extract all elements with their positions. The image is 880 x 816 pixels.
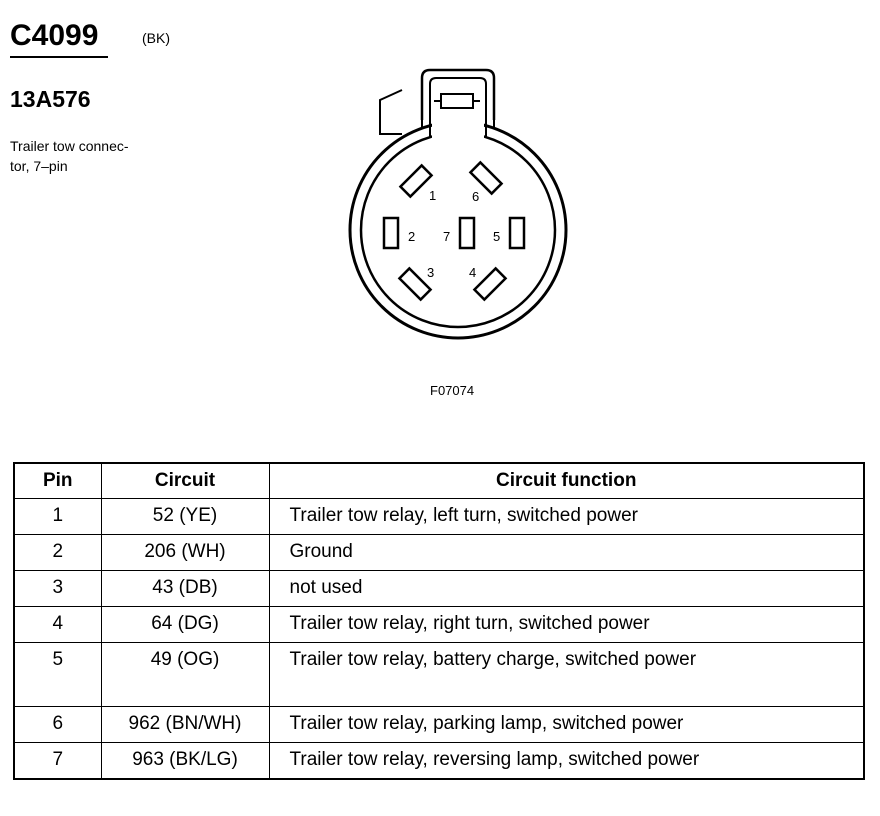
pin-socket-5 (510, 218, 524, 248)
cell-circuit: 962 (BN/WH) (101, 707, 269, 743)
latch-key (441, 94, 473, 108)
connector-diagram (340, 60, 580, 360)
connector-description (10, 136, 160, 176)
pin-table (13, 462, 865, 780)
connector-id: C4099 (10, 18, 108, 58)
table-row (14, 607, 864, 643)
cell-pin: 2 (14, 535, 101, 571)
header-function: Circuit function (269, 463, 864, 499)
figure-id: F07074 (430, 383, 475, 398)
cell-circuit: 206 (WH) (101, 535, 269, 571)
latch-gap (432, 118, 484, 140)
table-row (14, 499, 864, 535)
header-pin: Pin (14, 463, 101, 499)
cell-pin: 1 (14, 499, 101, 535)
cell-circuit: 43 (DB) (101, 571, 269, 607)
table-row (14, 535, 864, 571)
table-row (14, 643, 864, 707)
cell-function: Trailer tow relay, battery charge, switched power (269, 643, 864, 707)
cell-circuit: 64 (DG) (101, 607, 269, 643)
header-circuit: Circuit (101, 463, 269, 499)
pin-label-4: 4 (469, 265, 477, 280)
pin-label-2: 2 (408, 229, 416, 244)
table-row (14, 571, 864, 607)
cell-function: Trailer tow relay, parking lamp, switched power (269, 707, 864, 743)
pin-label-5: 5 (493, 229, 501, 244)
cell-function: Ground (269, 535, 864, 571)
cell-circuit: 52 (YE) (101, 499, 269, 535)
table-row (14, 707, 864, 743)
table-header-row (14, 463, 864, 499)
cell-function: not used (269, 571, 864, 607)
pin-socket-7 (460, 218, 474, 248)
cell-function: Trailer tow relay, left turn, switched power (269, 499, 864, 535)
pin-label-3: 3 (427, 265, 435, 280)
part-number: 13A576 (10, 86, 91, 112)
description-line-1: Trailer tow connec- (10, 138, 129, 154)
pin-label-1: 1 (429, 188, 437, 203)
cell-pin: 7 (14, 743, 101, 779)
cell-pin: 3 (14, 571, 101, 607)
cell-pin: 6 (14, 707, 101, 743)
cell-pin: 5 (14, 643, 101, 707)
connector-outer-ring (350, 122, 566, 338)
color-code: (BK) (142, 30, 170, 46)
cell-pin: 4 (14, 607, 101, 643)
cell-circuit: 963 (BK/LG) (101, 743, 269, 779)
pin-socket-4 (474, 268, 505, 299)
pin-label-7: 7 (443, 229, 451, 244)
table-row (14, 743, 864, 779)
pin-socket-3 (399, 268, 430, 299)
cell-function: Trailer tow relay, reversing lamp, switched power (269, 743, 864, 779)
pin-label-6: 6 (472, 189, 480, 204)
pin-socket-2 (384, 218, 398, 248)
cell-circuit: 49 (OG) (101, 643, 269, 707)
cell-function: Trailer tow relay, right turn, switched power (269, 607, 864, 643)
connector-side-tab (380, 90, 402, 134)
pin-socket-1 (400, 165, 431, 196)
description-line-2: tor, 7–pin (10, 158, 68, 174)
